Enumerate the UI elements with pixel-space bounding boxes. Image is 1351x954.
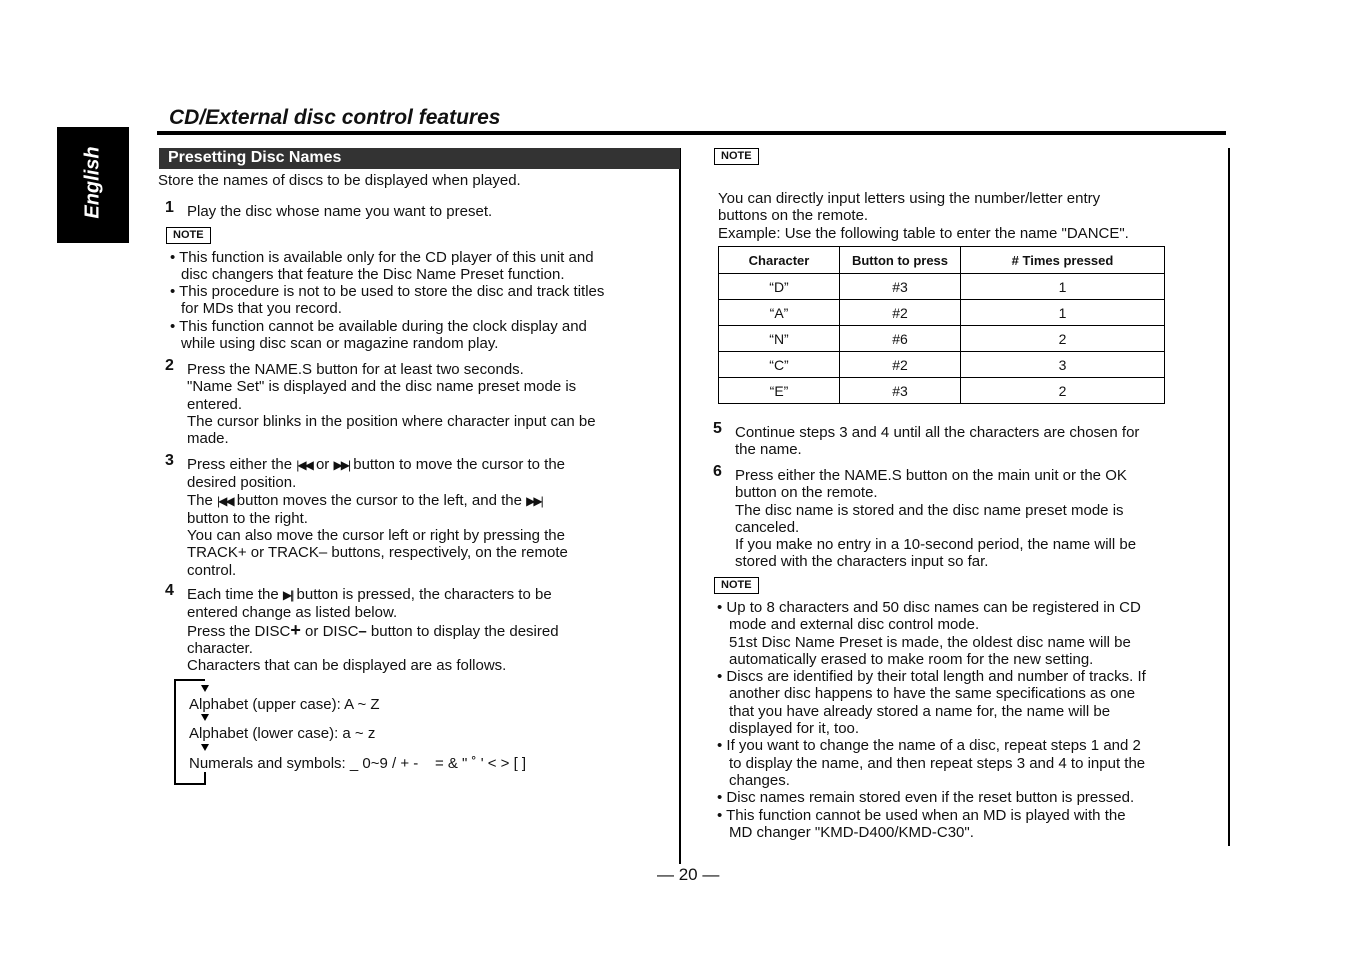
cycle-line	[204, 772, 206, 784]
step-number: 6	[713, 463, 722, 480]
table-cell: “E”	[719, 378, 840, 404]
step-3-text: Press either the |◀◀ or ▶▶| button to move the cursor to the desired position. The |◀◀ button moves the cursor to the left, and the ▶▶| button to the right. You can also move the cursor left or right by pressing the TRACK+ or TRACK– buttons, respectively, on the remote control.	[187, 456, 568, 579]
table-row	[719, 378, 1165, 404]
page-number: — 20 —	[657, 865, 720, 884]
table-row	[719, 352, 1165, 378]
step-6-text: Press either the NAME.S button on the main unit or the OK button on the remote. The disc name is stored and the disc name preset mode is canceled. If you make no entry in a 10-second period, the name will be stored with the characters input so far.	[735, 467, 1137, 571]
language-label: English	[81, 146, 104, 219]
table-cell: #3	[840, 378, 961, 404]
cycle-line	[174, 679, 205, 681]
column-header: Button to press	[840, 247, 961, 274]
note-item: • This procedure is not to be used to store the disc and track titles for MDs that you record.	[170, 283, 605, 318]
cycle-line	[174, 679, 176, 785]
note-item: • Disc names remain stored even if the reset button is pressed.	[717, 789, 1135, 807]
step-4-text: Each time the ▶|| button is pressed, the characters to be entered change as listed below. Press the DISC+ or DISC– button to display the desired character. Characters that can be displayed are as follows.	[187, 586, 559, 675]
table-row	[719, 326, 1165, 352]
step-number: 1	[165, 199, 174, 216]
note-item: • Discs are identified by their total length and number of tracks. If another disc happens to have the same specifications as one that you have already stored a name for, the name will be displayed for it, too.	[717, 668, 1146, 738]
arrow-down-icon	[201, 714, 209, 721]
table-cell: “C”	[719, 352, 840, 378]
step-number: 2	[165, 357, 174, 374]
note-list	[717, 599, 1146, 841]
section-title: Presetting Disc Names	[168, 149, 342, 166]
right-note-text: You can directly input letters using the number/letter entry buttons on the remote. Example: Use the following table to enter the name "DANCE".	[718, 190, 1129, 242]
table-cell: “N”	[719, 326, 840, 352]
title-rule	[157, 131, 1226, 135]
cycle-line	[174, 783, 206, 785]
note-item: • This function cannot be used when an MD is played with the MD changer "KMD-D400/KMD-C30".	[717, 806, 1126, 841]
table-cell: 2	[961, 378, 1165, 404]
table-header-row	[719, 247, 1165, 274]
table-row	[719, 274, 1165, 300]
table-cell: 1	[961, 300, 1165, 326]
prev-track-icon: |◀◀	[217, 493, 233, 508]
table-cell: 3	[961, 352, 1165, 378]
section-intro: Store the names of discs to be displayed when played.	[158, 172, 521, 189]
cycle-item: Alphabet (lower case): a ~ z	[189, 725, 376, 742]
table-cell: #6	[840, 326, 961, 352]
note-badge: NOTE	[166, 227, 211, 244]
section-header	[159, 148, 680, 169]
step-1-text: Play the disc whose name you want to preset.	[187, 203, 493, 220]
arrow-down-icon	[201, 744, 209, 751]
language-tab	[57, 127, 129, 243]
step-2-text: Press the NAME.S button for at least two seconds. "Name Set" is displayed and the disc name preset mode is entered. The cursor blinks in the position where character input can be made.	[187, 361, 596, 448]
table-cell: “D”	[719, 274, 840, 300]
note-badge: NOTE	[714, 577, 759, 594]
cycle-item: Alphabet (upper case): A ~ Z	[189, 696, 380, 713]
column-header: # Times pressed	[961, 247, 1165, 274]
note-item: • This function cannot be available during the clock display and while using disc scan or magazine random play.	[170, 318, 587, 353]
note-item: • This function is available only for the CD player of this unit and disc changers that feature the Disc Name Preset function.	[170, 249, 594, 284]
note-item: • If you want to change the name of a disc, repeat steps 1 and 2 to display the name, and then repeat steps 3 and 4 to input the changes.	[717, 737, 1146, 789]
table-row	[719, 300, 1165, 326]
step-5-text: Continue steps 3 and 4 until all the characters are chosen for the name.	[735, 424, 1140, 459]
right-border	[1228, 148, 1230, 846]
column-divider	[679, 148, 681, 864]
plus-icon: +	[290, 619, 301, 640]
minus-icon: –	[358, 622, 367, 640]
page-title: CD/External disc control features	[169, 106, 501, 129]
table-cell: “A”	[719, 300, 840, 326]
note-badge: NOTE	[714, 148, 759, 165]
column-header: Character	[719, 247, 840, 274]
table-cell: 1	[961, 274, 1165, 300]
table-cell: #2	[840, 352, 961, 378]
play-pause-icon: ▶||	[282, 588, 293, 602]
prev-track-icon: |◀◀	[296, 458, 312, 472]
step-number: 5	[713, 420, 722, 437]
next-track-icon: ▶▶|	[526, 493, 542, 508]
cycle-item: Numerals and symbols: _ 0~9 / + - = & " ˚ ' < > [ ]	[189, 755, 527, 772]
step-number: 4	[165, 582, 174, 599]
table-cell: #2	[840, 300, 961, 326]
step-number: 3	[165, 452, 174, 469]
table-cell: 2	[961, 326, 1165, 352]
note-item: • Up to 8 characters and 50 disc names can be registered in CD mode and external disc control mode. 51st Disc Name Preset is made, the oldest disc name will be automatically erased to make room for the new setting.	[717, 599, 1141, 668]
dance-example-table	[718, 246, 1165, 404]
arrow-down-icon	[201, 685, 209, 692]
table-cell: #3	[840, 274, 961, 300]
next-track-icon: ▶▶|	[333, 458, 350, 472]
